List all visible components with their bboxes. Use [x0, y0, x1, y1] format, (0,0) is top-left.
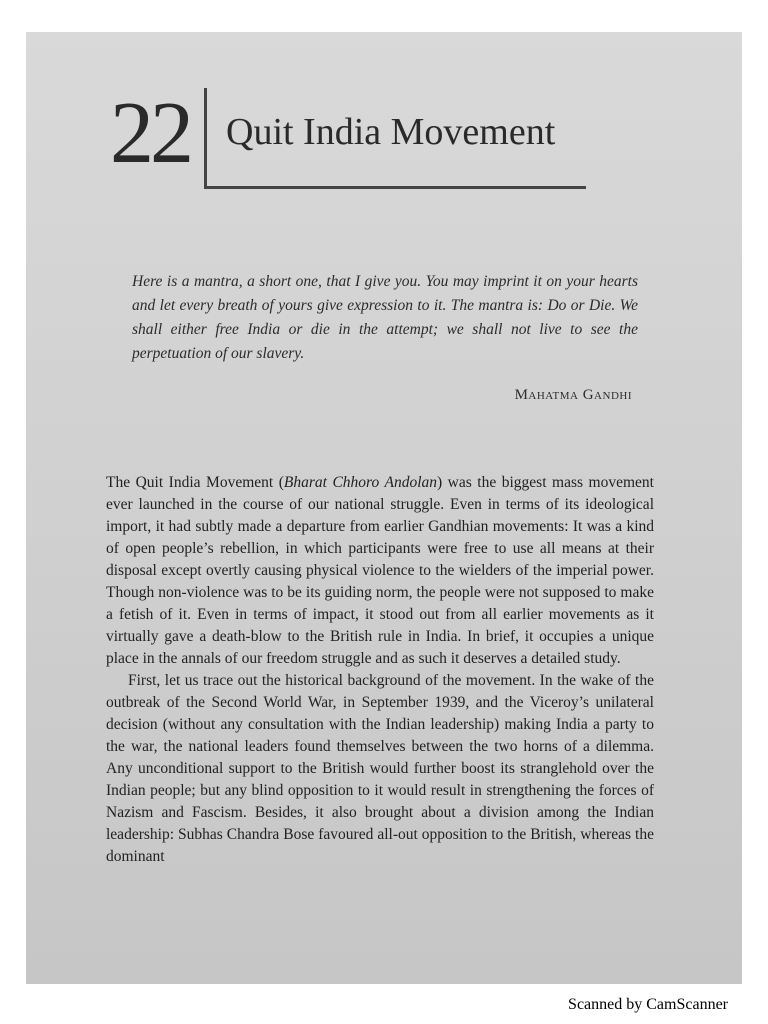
chapter-title: Quit India Movement	[226, 111, 556, 153]
paragraph-1-italic-term: Bharat Chhoro Andolan	[283, 474, 437, 491]
chapter-rule-vertical	[204, 88, 207, 188]
chapter-rule-horizontal	[204, 186, 586, 189]
paragraph-1-rest: ) was the biggest mass movement ever launched in the course of our national struggle. Even in terms of its ideological import, it had subtly made a departure from earlier Gandhian movements: It was a kind of open people’s rebellion, in which participants were free to use all means at their disposal except overtly causing physical violence to the wielders of the imperial power. Though non-violence was to be its guiding norm, the people were not supposed to make a fetish of it. Even in terms of impact, it stood out from all earlier movements as it virtually gave a death-blow to the British rule in India. In brief, it occupies a unique place in the annals of our freedom struggle and as such it deserves a detailed study.	[106, 474, 654, 667]
paragraph-1-start: The Quit India Movement (	[106, 474, 284, 491]
scanner-watermark: Scanned by CamScanner	[568, 996, 728, 1013]
paragraph-2: First, let us trace out the historical background of the movement. In the wake of the outbreak of the Second World War, in September 1939, and the Viceroy’s unilateral decision (without any consultation with the Indian leadership) making India a party to the war, the national leaders found themselves between the two horns of a dilemma. Any unconditional support to the British would further boost its stranglehold over the Indian people; but any blind opposition to it would result in strengthening the forces of Nazism and Fascism. Besides, it also brought about a division among the Indian leadership: Subhas Chandra Bose favoured all-out opposition to the British, whereas the dominant	[106, 672, 654, 865]
paragraph-1	[106, 472, 654, 670]
scanned-page	[26, 32, 742, 984]
epigraph-author: Mahatma Gandhi	[514, 387, 632, 403]
chapter-number: 22	[110, 85, 190, 182]
body-text	[106, 472, 654, 868]
epigraph-quote: Here is a mantra, a short one, that I give you. You may imprint it on your hearts and let every breath of yours give expression to it. The mantra is: Do or Die. We shall either free India or die in the attempt; we shall not live to see the perpetuation of our slavery.	[132, 273, 638, 362]
